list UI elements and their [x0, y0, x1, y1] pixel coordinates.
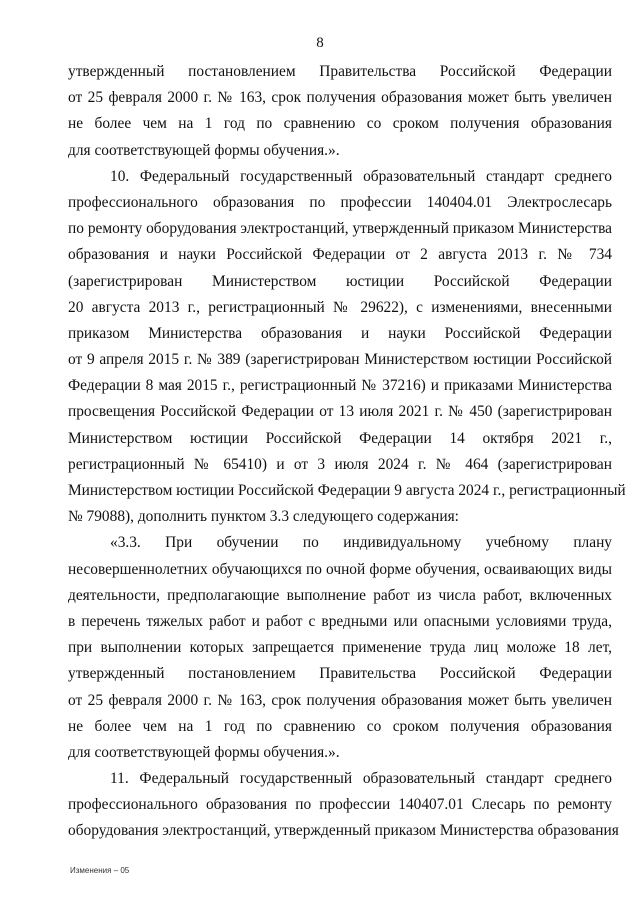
- text-line: [68, 452, 612, 478]
- text-line: [68, 190, 612, 216]
- text-line: [68, 373, 612, 399]
- document-body: [68, 59, 626, 845]
- text-line: [68, 818, 619, 844]
- text-line: [68, 295, 612, 321]
- text-line-content: регистрационный № 65410) и от 3 июля 2024 г. № 464 (зарегистрирован: [68, 455, 612, 473]
- text-line-content: 20 августа 2013 г., регистрационный № 29622), с изменениями, внесенными: [68, 298, 612, 316]
- text-line: [68, 661, 612, 687]
- text-line: [68, 766, 612, 792]
- text-line: [68, 426, 612, 452]
- text-line: [68, 242, 612, 268]
- text-line-content: № 79088), дополнить пунктом 3.3 следующего содержания:: [68, 508, 459, 526]
- text-line: [68, 504, 612, 530]
- text-line-content: деятельности, предполагающие выполнение работ из числа работ, включенных: [68, 586, 612, 604]
- text-line-content: приказом Министерства образования и науки Российской Федерации: [68, 324, 612, 342]
- text-line: [68, 557, 612, 583]
- text-line: [68, 347, 612, 373]
- text-line: [68, 792, 612, 818]
- text-line-content: не более чем на 1 год по сравнению со сроком получения образования: [68, 115, 612, 133]
- text-line: [68, 85, 612, 111]
- text-line: [68, 530, 612, 556]
- text-line-content: профессионального образования по профессии 140404.01 Электрослесарь: [68, 193, 612, 211]
- footer-note: Изменения – 05: [70, 866, 130, 875]
- text-line-content: для соответствующей формы обучения.».: [68, 743, 340, 761]
- text-line-content: оборудования электростанций, утвержденный приказом Министерства образования: [68, 822, 619, 840]
- text-line: [68, 635, 612, 661]
- text-line-content: (зарегистрирован Министерством юстиции Российской Федерации: [68, 272, 612, 290]
- text-line: [68, 688, 612, 714]
- text-line-content: образования и науки Российской Федерации от 2 августа 2013 г. № 734: [68, 246, 612, 264]
- text-line-content: «3.3. При обучении по индивидуальному учебному плану: [110, 534, 612, 552]
- text-line-content: несовершеннолетних обучающихся по очной форме обучения, осваивающих виды: [68, 560, 612, 578]
- text-line: [68, 269, 612, 295]
- text-line-content: в перечень тяжелых работ и работ с вредными или опасными условиями труда,: [68, 612, 612, 630]
- text-line-content: Федерации 8 мая 2015 г., регистрационный № 37216) и приказами Министерства: [68, 377, 612, 395]
- text-line: [68, 111, 612, 137]
- text-line: [68, 164, 612, 190]
- text-line: [68, 609, 612, 635]
- text-line: [68, 399, 612, 425]
- text-line: [68, 478, 626, 504]
- text-line-content: от 9 апреля 2015 г. № 389 (зарегистрирован Министерством юстиции Российской: [68, 351, 612, 369]
- text-line-content: 11. Федеральный государственный образовательный стандарт среднего: [110, 770, 612, 788]
- text-line-content: 10. Федеральный государственный образовательный стандарт среднего: [110, 167, 612, 185]
- text-line-content: просвещения Российской Федерации от 13 июля 2021 г. № 450 (зарегистрирован: [68, 403, 612, 421]
- text-line-content: при выполнении которых запрещается применение труда лиц моложе 18 лет,: [68, 639, 612, 657]
- text-line: [68, 583, 612, 609]
- text-line: [68, 321, 612, 347]
- text-line-content: Министерством юстиции Российской Федерации 14 октября 2021 г.,: [68, 429, 612, 447]
- text-line-content: утвержденный постановлением Правительства Российской Федерации: [68, 665, 612, 683]
- text-line: [68, 59, 612, 85]
- text-line-content: Министерством юстиции Российской Федерации 9 августа 2024 г., регистрационный: [68, 482, 626, 499]
- text-line: [68, 714, 612, 740]
- text-line: [68, 138, 612, 164]
- text-line-content: по ремонту оборудования электростанций, утвержденный приказом Министерства: [68, 220, 612, 238]
- text-line: [68, 216, 612, 242]
- text-line-content: не более чем на 1 год по сравнению со сроком получения образования: [68, 717, 612, 735]
- page-number: 8: [316, 35, 324, 51]
- text-line-content: утвержденный постановлением Правительства Российской Федерации: [68, 63, 612, 80]
- text-line-content: профессионального образования по профессии 140407.01 Слесарь по ремонту: [68, 796, 612, 814]
- text-line: [68, 740, 612, 766]
- text-line-content: от 25 февраля 2000 г. № 163, срок получения образования может быть увеличен: [68, 89, 612, 107]
- text-line-content: от 25 февраля 2000 г. № 163, срок получения образования может быть увеличен: [68, 691, 612, 709]
- text-line-content: для соответствующей формы обучения.».: [68, 141, 340, 159]
